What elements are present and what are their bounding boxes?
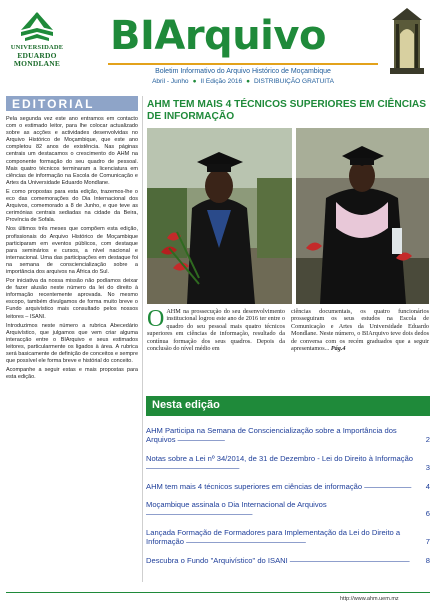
article-column-2-text: ciências documentais, os quatro funcionários prosseguiram os seus estudos na Escola de Comunicação e Artes da Universidade Eduardo Mondlane. Neste número, o BIArquivo teve dois dedos de conversa com os recém graduados que a seguir apresentamos... (291, 308, 429, 353)
graduate-photo-image (296, 128, 429, 304)
separator-dot: ● (192, 78, 197, 85)
toc-item-text: Notas sobre a Lei nº 34/2014, de 31 de Dezembro - Lei do Direito à Informação (146, 453, 414, 463)
editorial-paragraph: Acompanhe a seguir estas e mais propostas para esta edição. (6, 367, 138, 381)
editorial-paragraph: Nos últimos três meses que compõem esta edição, profissionais do Arquivo Histórico de Moçambique participaram em eventos públicos, com destaque para seminários e cursos, a nível nacional e internacional. Uma das participações em destaque foi na semana de consciencialização sobre a importância dos arquivos na África do Sul. (6, 226, 138, 275)
edition-number: II Edição 2016 (200, 78, 243, 85)
footer-rule (6, 592, 430, 593)
editorial-paragraph: Por iniciativa da nossa missão não podíamos deixar de fazer alusão neste número da lei do direito à informação recentemente aprovada. No mesmo escopo, também divulgamos de forma muito breve o Fundo arquivístico mais consultado pelos nossos leitores – ISANI. (6, 278, 138, 320)
footer-url-link[interactable]: http://www.ahm.uem.mz (340, 596, 399, 602)
toc-item-text: Descubra o Fundo "Arquivístico" do ISANI (146, 555, 288, 565)
toc-item-text: AHM Participa na Semana de Consciencialização sobre a Importância dos Arquivos (146, 426, 397, 445)
article-column-2 (291, 308, 429, 352)
archive-building-icon (386, 6, 428, 76)
toc-item[interactable]: AHM Participa na Semana de Consciencialização sobre a Importância dos Arquivos ——————— 2 (146, 426, 430, 445)
masthead-title: BIArquivo (110, 13, 326, 59)
bulletin-subtitle: Boletim Informativo do Arquivo Histórico de Moçambique (155, 68, 331, 75)
university-logo (6, 8, 68, 68)
column-separator (142, 96, 143, 582)
toc-item-page: 3 (425, 463, 430, 473)
toc-item-page: 2 (425, 435, 430, 445)
toc-item-page: 7 (425, 537, 430, 547)
toc-item[interactable]: Moçambique assinala o Dia Internacional de Arquivos ———————————————— 6 (146, 500, 430, 519)
toc-item[interactable]: Descubra o Fundo "Arquivístico" do ISANI —————————————————— 8 (146, 555, 430, 565)
nesta-edicao-heading: Nesta edição (152, 399, 220, 411)
editorial-paragraph: E como propostas para esta edição, trazemos-lhe o eco das comemorações do Dia Internacional dos Arquivos, comemorado a 8 de Junho, e que teve as cerimónias centrais sediadas na cidade da Beira, Província de Sofala. (6, 188, 138, 224)
toc-item[interactable]: Lançada Formação de Formadores para Implementação da Lei do Direito a Informação —————————————————— 7 (146, 527, 430, 547)
edition-distribution: DISTRIBUIÇÃO GRATUITA (254, 78, 334, 85)
edition-period: Abril - Junho (152, 78, 189, 85)
editorial-body (6, 116, 138, 383)
graduate-photo-image (147, 128, 292, 304)
toc-item[interactable]: Notas sobre a Lei nº 34/2014, de 31 de Dezembro - Lei do Direito à Informação —————————————— 3 (146, 453, 430, 473)
toc-item[interactable]: AHM tem mais 4 técnicos superiores em ciências de informação ——————— 4 (146, 481, 430, 491)
article-page-ref[interactable]: Pág.4 (330, 345, 346, 353)
editorial-paragraph: Introduzimos neste número a rubrica Abecedário Arquivístico, que julgamos que vem criar alguma interacção entre o BIArquivo e seus estimados leitores, particularmente os ligados à área. A rubrica será basicamente de definição de conceitos e sempre que possível ele forma breve e histórial do conceito. (6, 322, 138, 365)
article-dropcap: O (147, 306, 165, 332)
editorial-paragraph: Pela segunda vez este ano entramos em contacto com o estimado leitor, para lhe colocar actualizado sobre as acções e actividades desenvolvidas no Arquivo Histórico de Moçambique, que este ano completou 82 anos de existência. Nas páginas centrais um destacamos o crescimento do AHM na componente formação do seu quadro de pessoal. Mais quatro técnicos terminaram a licenciatura em ciências de informação na Escola de Comunicação e Artes da Universidade Eduardo Mondlane. (6, 116, 138, 186)
toc-item-text: Moçambique assinala o Dia Internacional de Arquivos (146, 500, 327, 510)
university-name-3: MONDLANE (13, 59, 61, 68)
uem-emblem-icon (17, 8, 57, 44)
toc-item-page: 4 (425, 481, 430, 491)
university-name-2: EDUARDO (17, 51, 57, 60)
separator-dot: ● (246, 78, 250, 85)
editorial-heading: EDITORIAL (12, 97, 95, 111)
masthead-header (0, 0, 436, 92)
article-title: AHM TEM MAIS 4 TÉCNICOS SUPERIORES EM CIÊNCIAS DE INFORMAÇÃO (147, 99, 427, 122)
graduate-photo-2 (296, 128, 429, 304)
article-column-1 (147, 308, 285, 352)
toc-item-text: AHM tem mais 4 técnicos superiores em ciências de informação (146, 481, 363, 491)
university-name-1: UNIVERSIDADE (10, 44, 64, 51)
table-of-contents (146, 426, 430, 574)
masthead-rule (108, 63, 378, 65)
toc-item-page: 8 (425, 555, 430, 565)
editorial-heading-bar (6, 96, 138, 111)
article-column-1-text: AHM na prossecução do seu desenvolvimento institucional logrou este ano de 2016 ter entre o quadro do seu pessoal mais quatro técnicos superiores em ciências de informação, resultado da contínua formação dos seus quadros. Depois da conclusão do nível médio em (147, 308, 285, 353)
graduate-photo-1 (147, 128, 292, 304)
toc-item-text: Lançada Formação de Formadores para Implementação da Lei do Direito a Informação (146, 527, 401, 547)
toc-item-page: 6 (425, 509, 430, 519)
edition-meta (108, 77, 378, 86)
nesta-edicao-heading-bar (146, 396, 430, 416)
